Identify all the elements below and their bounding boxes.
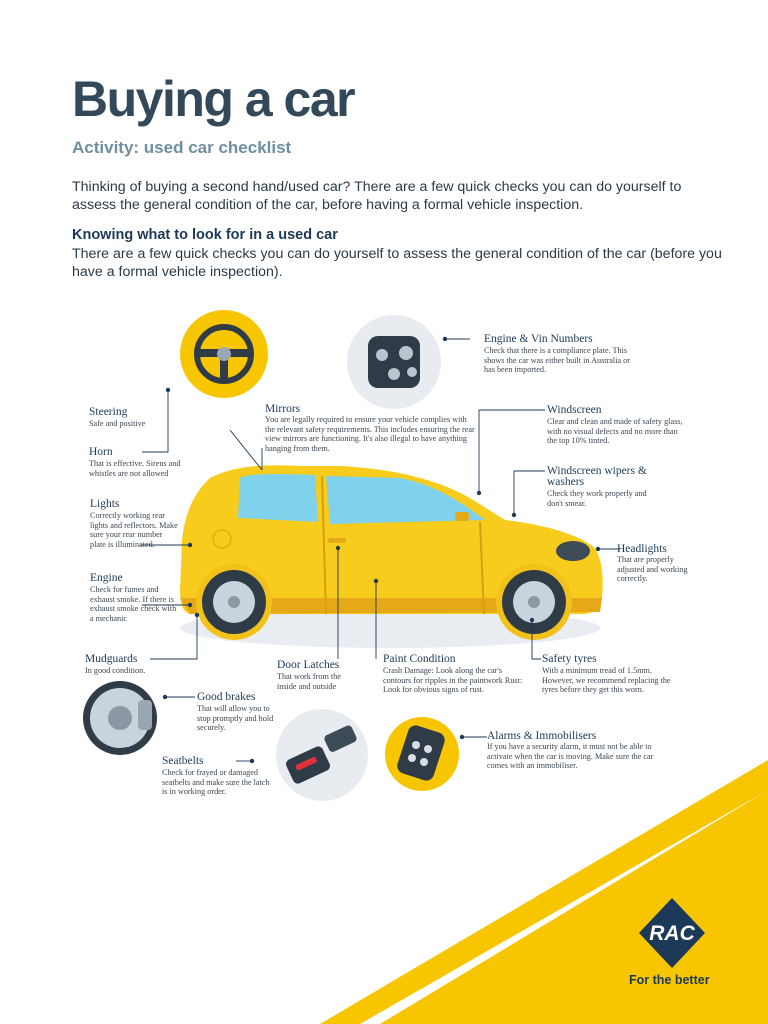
door-latches-desc: That work from the inside and outside [277,672,341,691]
section-paragraph: There are a few quick checks you can do yourself to assess the general condition of the car (before you have a formal vehicle inspection). [72,246,722,280]
car-icon [180,465,603,640]
page-subtitle: Activity: used car checklist [72,138,292,157]
engine-vin-desc: Check that there is a compliance plate. This shows the car was either built in Australia or has been imported. [484,346,630,375]
engine-desc: Check for fumes and exhaust smoke. If there is exhaust smoke check with a mechanic [90,585,177,623]
mudguards-desc: In good condition. [85,666,146,675]
accent-stripe-wide [380,790,768,1024]
horn-desc: That is effective. Sirens and whistles are not allowed [89,459,181,478]
brand-tagline: For the better [629,973,710,987]
paint-desc: Crash Damage: Look along the car's contours for ripples in the paintwork Rust: Look for obvious signs of rust. [383,666,523,695]
brakes-label: Good brakes [197,691,256,703]
engine-vin-label: Engine & Vin Numbers [484,333,593,345]
tyres-label: Safety tyres [542,653,597,665]
car-remote-icon [385,717,459,791]
mirrors-label: Mirrors [265,403,301,415]
intro-paragraph: Thinking of buying a second hand/used car? There are a few quick checks you can do yourself to assess the general condition of the car, before having a formal vehicle inspection. [72,179,682,213]
windscreen-label: Windscreen [547,404,602,416]
svg-text:RAC: RAC [649,922,695,945]
wipers-label: Windscreen wipers & washers [547,465,647,488]
mudguards-label: Mudguards [85,653,138,665]
seatbelts-label: Seatbelts [162,755,204,767]
wipers-desc: Check they work properly and don't smear. [547,489,647,508]
alarms-desc: If you have a security alarm, it must not be able to activate when the car is moving. Make sure the car comes with an immobiliser. [487,742,654,771]
section-heading: Knowing what to look for in a used car [72,227,338,243]
steering-label: Steering [89,406,128,418]
headlights-label: Headlights [617,543,667,555]
windscreen-desc: Clear and clean and made of safety glass, with no visual defects and no more than the top 10% tinted. [547,417,683,446]
seatbelt-icon [276,709,368,801]
tyres-desc: With a minimum tread of 1.5mm. However, we recommend replacing the tyres before they get this worn. [542,666,671,695]
horn-label: Horn [89,446,113,458]
steering-desc: Safe and positive [89,419,146,428]
brake-disc-icon [83,681,157,755]
seatbelts-desc: Check for frayed or damaged seatbelts and make sure the latch is in working order. [162,768,270,797]
headlights-desc: That are properly adjusted and working correctly. [617,555,688,584]
engine-label: Engine [90,572,123,584]
lights-label: Lights [90,498,120,510]
alarms-label: Alarms & Immobilisers [487,730,597,742]
door-latches-label: Door Latches [277,659,340,671]
page-title: Buying a car [72,71,355,127]
lights-desc: Correctly working rear lights and reflectors. Make sure your rear number plate is illuminated. [90,511,178,549]
mirrors-desc: You are legally required to ensure your vehicle complies with the relevant safety requirements. This includes ensuring the rear view mirrors are functioning. It's also illegal to have anything hanging from them. [265,415,475,453]
brakes-desc: That will allow you to stop promptly and hold securely. [197,704,274,733]
steering-wheel-icon [180,310,268,398]
engine-icon [347,315,441,409]
paint-label: Paint Condition [383,653,456,665]
